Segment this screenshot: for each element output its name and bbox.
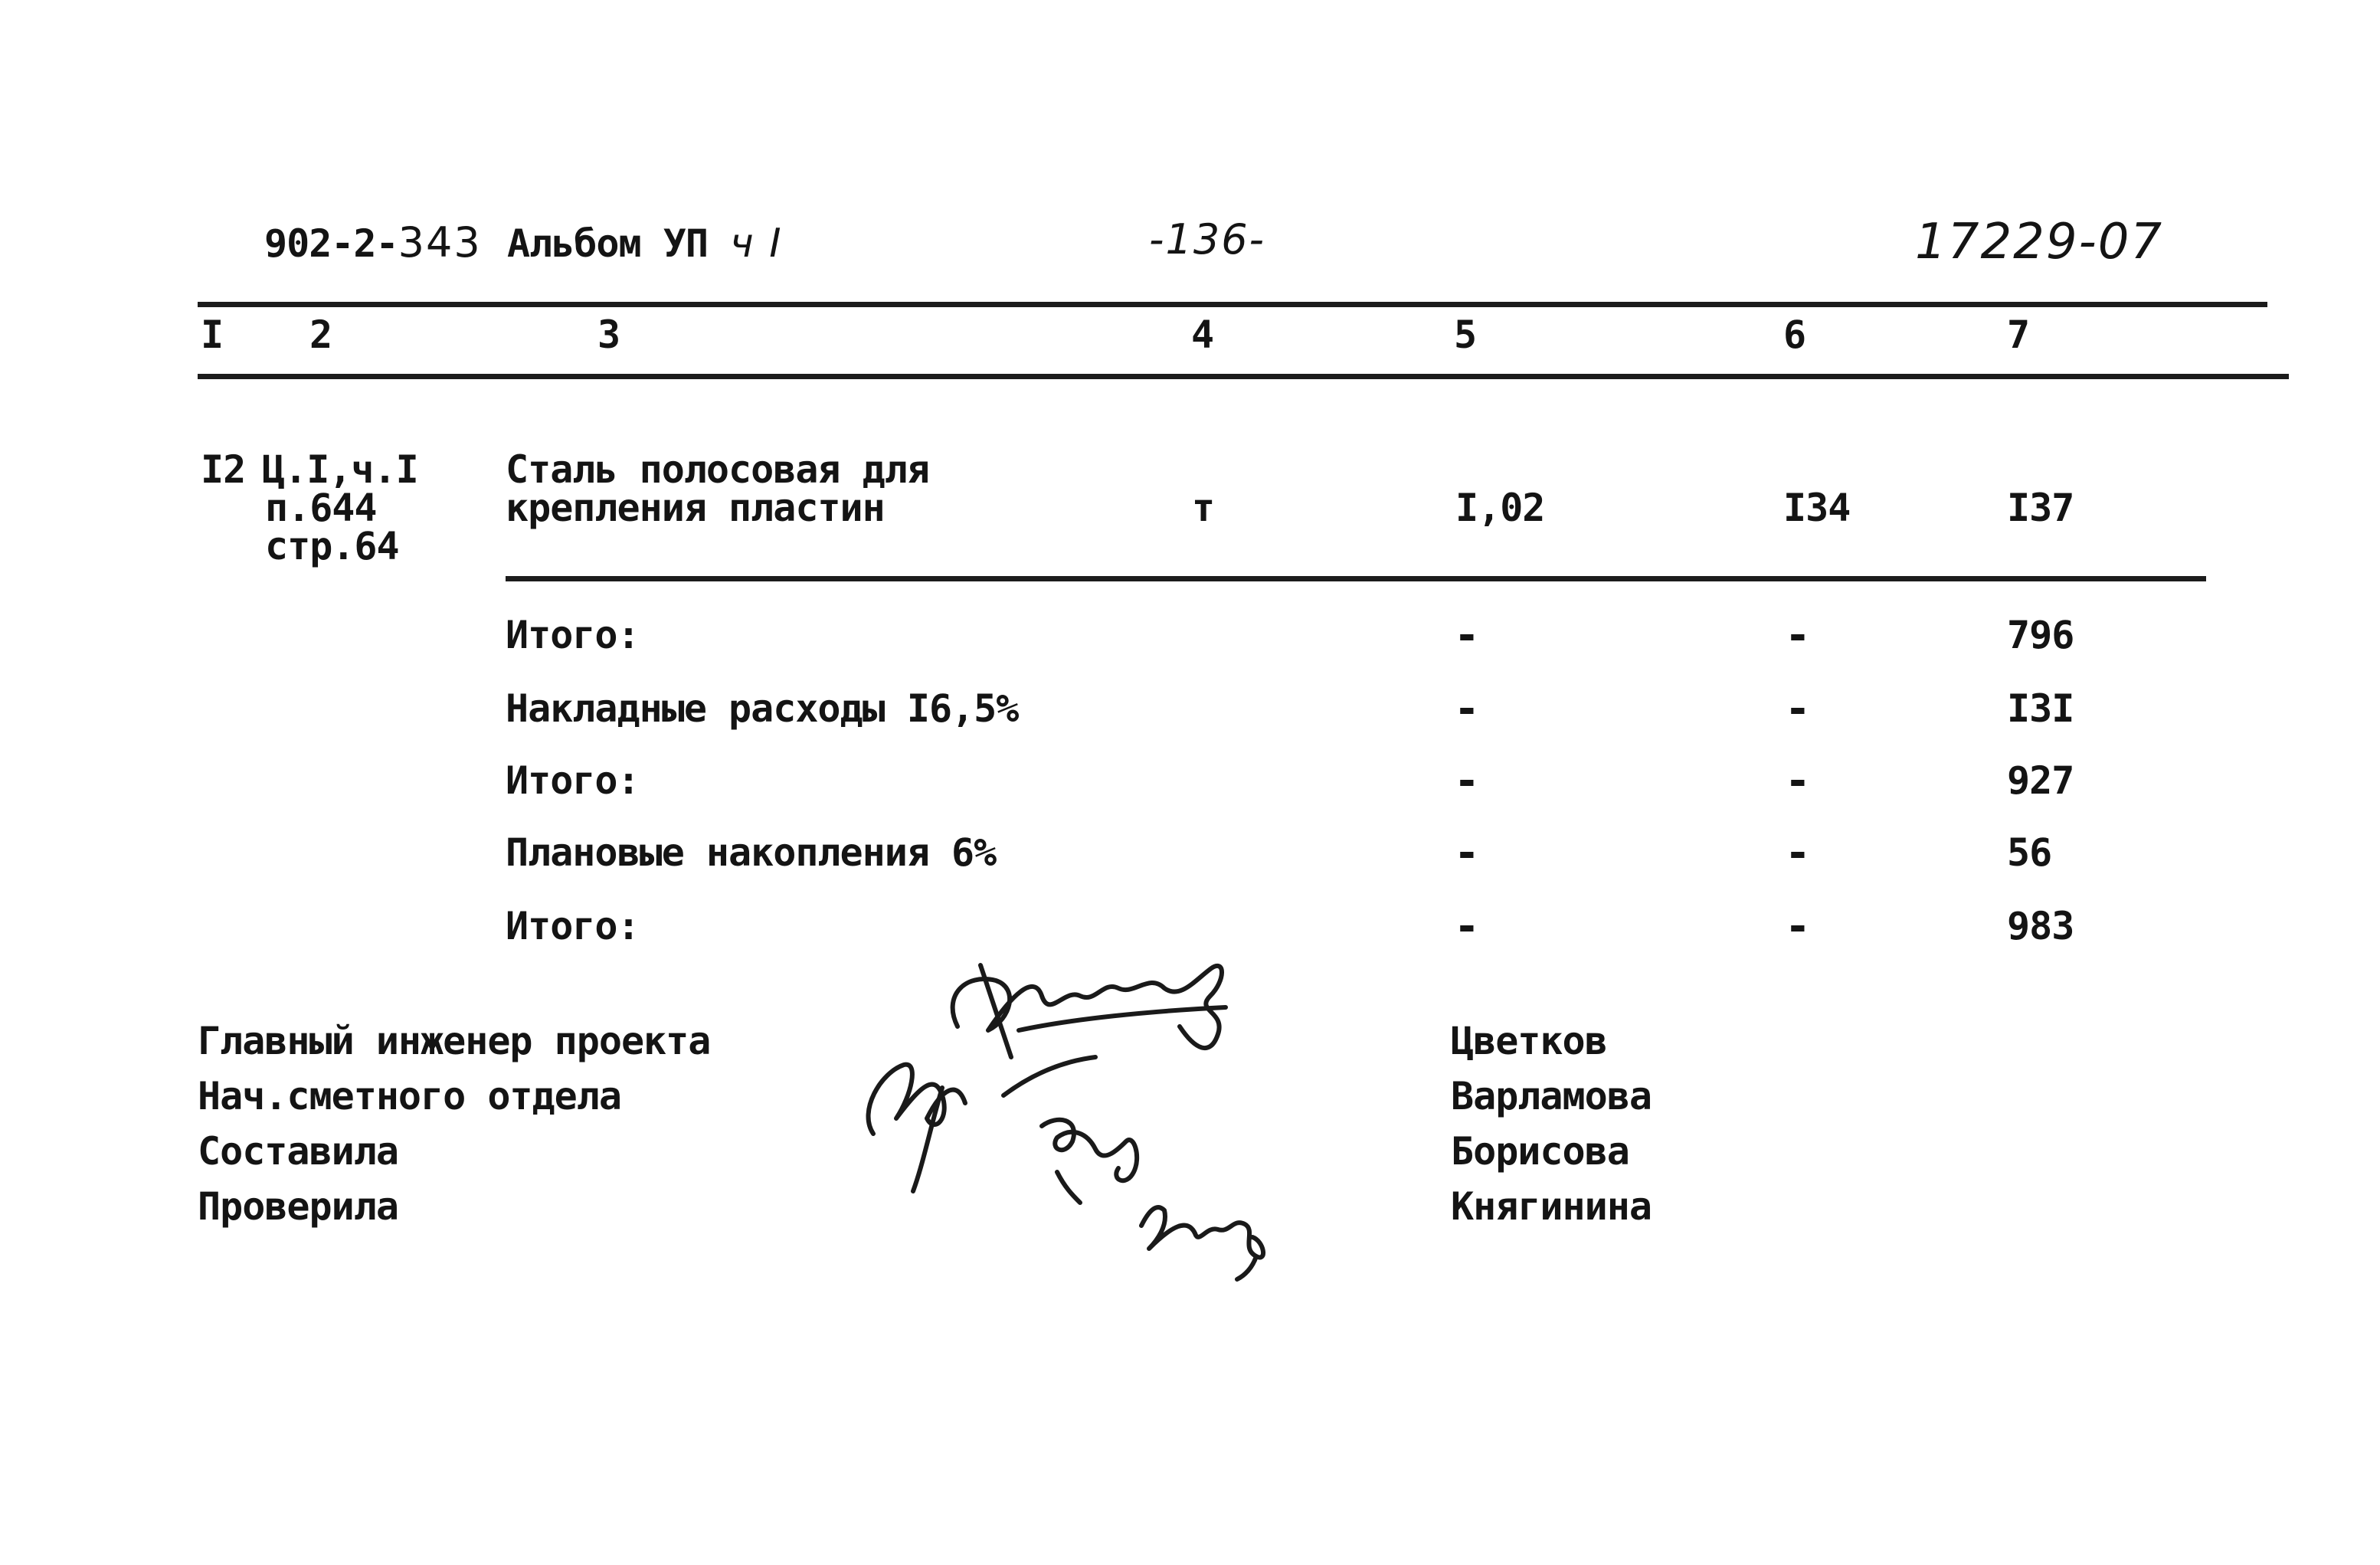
item-name-line-1: Сталь полосовая для [506, 447, 929, 492]
signature-role: Главный инженер проекта [198, 1019, 711, 1063]
item-quantity: I,02 [1455, 486, 1545, 530]
summary-label: Накладные расходы I6,5% [506, 686, 1019, 731]
summary-col7: I3I [2007, 686, 2074, 731]
signature-name: Борисова [1451, 1129, 1629, 1174]
summary-label: Итого: [506, 904, 640, 948]
summary-label: Плановые накопления 6% [506, 830, 997, 875]
summary-col6: - [1785, 684, 1810, 734]
column-header-4: 4 [1191, 313, 1214, 357]
signature-role: Нач.сметного отдела [198, 1074, 621, 1118]
column-header-6: 6 [1783, 313, 1806, 357]
column-header-3: 3 [597, 313, 620, 357]
item-total: I37 [2007, 486, 2074, 530]
page-number: -136- [1149, 215, 1266, 264]
column-header-5: 5 [1454, 313, 1477, 357]
signature-name: Варламова [1451, 1074, 1652, 1118]
summary-col6: - [1785, 611, 1810, 660]
summary-col6: - [1785, 756, 1810, 806]
summary-col5: - [1454, 611, 1479, 660]
item-unit-price: I34 [1783, 486, 1851, 530]
summary-col5: - [1454, 828, 1479, 878]
document-code-typed: 902-2- [264, 221, 398, 266]
column-header-1: I [201, 313, 224, 357]
document-code-handwritten: 343 [398, 218, 482, 267]
summary-col5: - [1454, 756, 1479, 806]
item-reference-line-3: стр.64 [265, 524, 399, 568]
column-header-7: 7 [2007, 313, 2030, 357]
summary-col5: - [1454, 684, 1479, 734]
signature-name: Княгинина [1451, 1184, 1652, 1229]
summary-col6: - [1785, 902, 1810, 951]
summary-col7: 56 [2007, 830, 2052, 875]
document-number: 17229-07 [1915, 214, 2164, 270]
signature-name: Цветков [1451, 1019, 1607, 1063]
column-header-2: 2 [309, 313, 332, 357]
album-part: ч I [730, 221, 783, 267]
summary-col7: 927 [2007, 758, 2074, 803]
summary-col5: - [1454, 902, 1479, 951]
item-name-line-2: крепления пластин [506, 486, 885, 530]
summary-col6: - [1785, 828, 1810, 878]
item-reference-line-1: Ц.I,ч.I [262, 447, 418, 492]
album-name: Альбом УП [507, 221, 708, 266]
summary-col7: 796 [2007, 613, 2074, 657]
summary-label: Итого: [506, 613, 640, 657]
item-unit: т [1192, 486, 1215, 530]
signature-checker [1141, 1207, 1263, 1257]
item-number: I2 [201, 447, 246, 492]
summary-col7: 983 [2007, 904, 2074, 948]
signature-role: Составила [198, 1129, 398, 1174]
signature-estimate-head [869, 1065, 965, 1134]
signature-role: Проверила [198, 1184, 398, 1229]
summary-label: Итого: [506, 758, 640, 803]
item-reference-line-2: п.644 [265, 486, 377, 530]
